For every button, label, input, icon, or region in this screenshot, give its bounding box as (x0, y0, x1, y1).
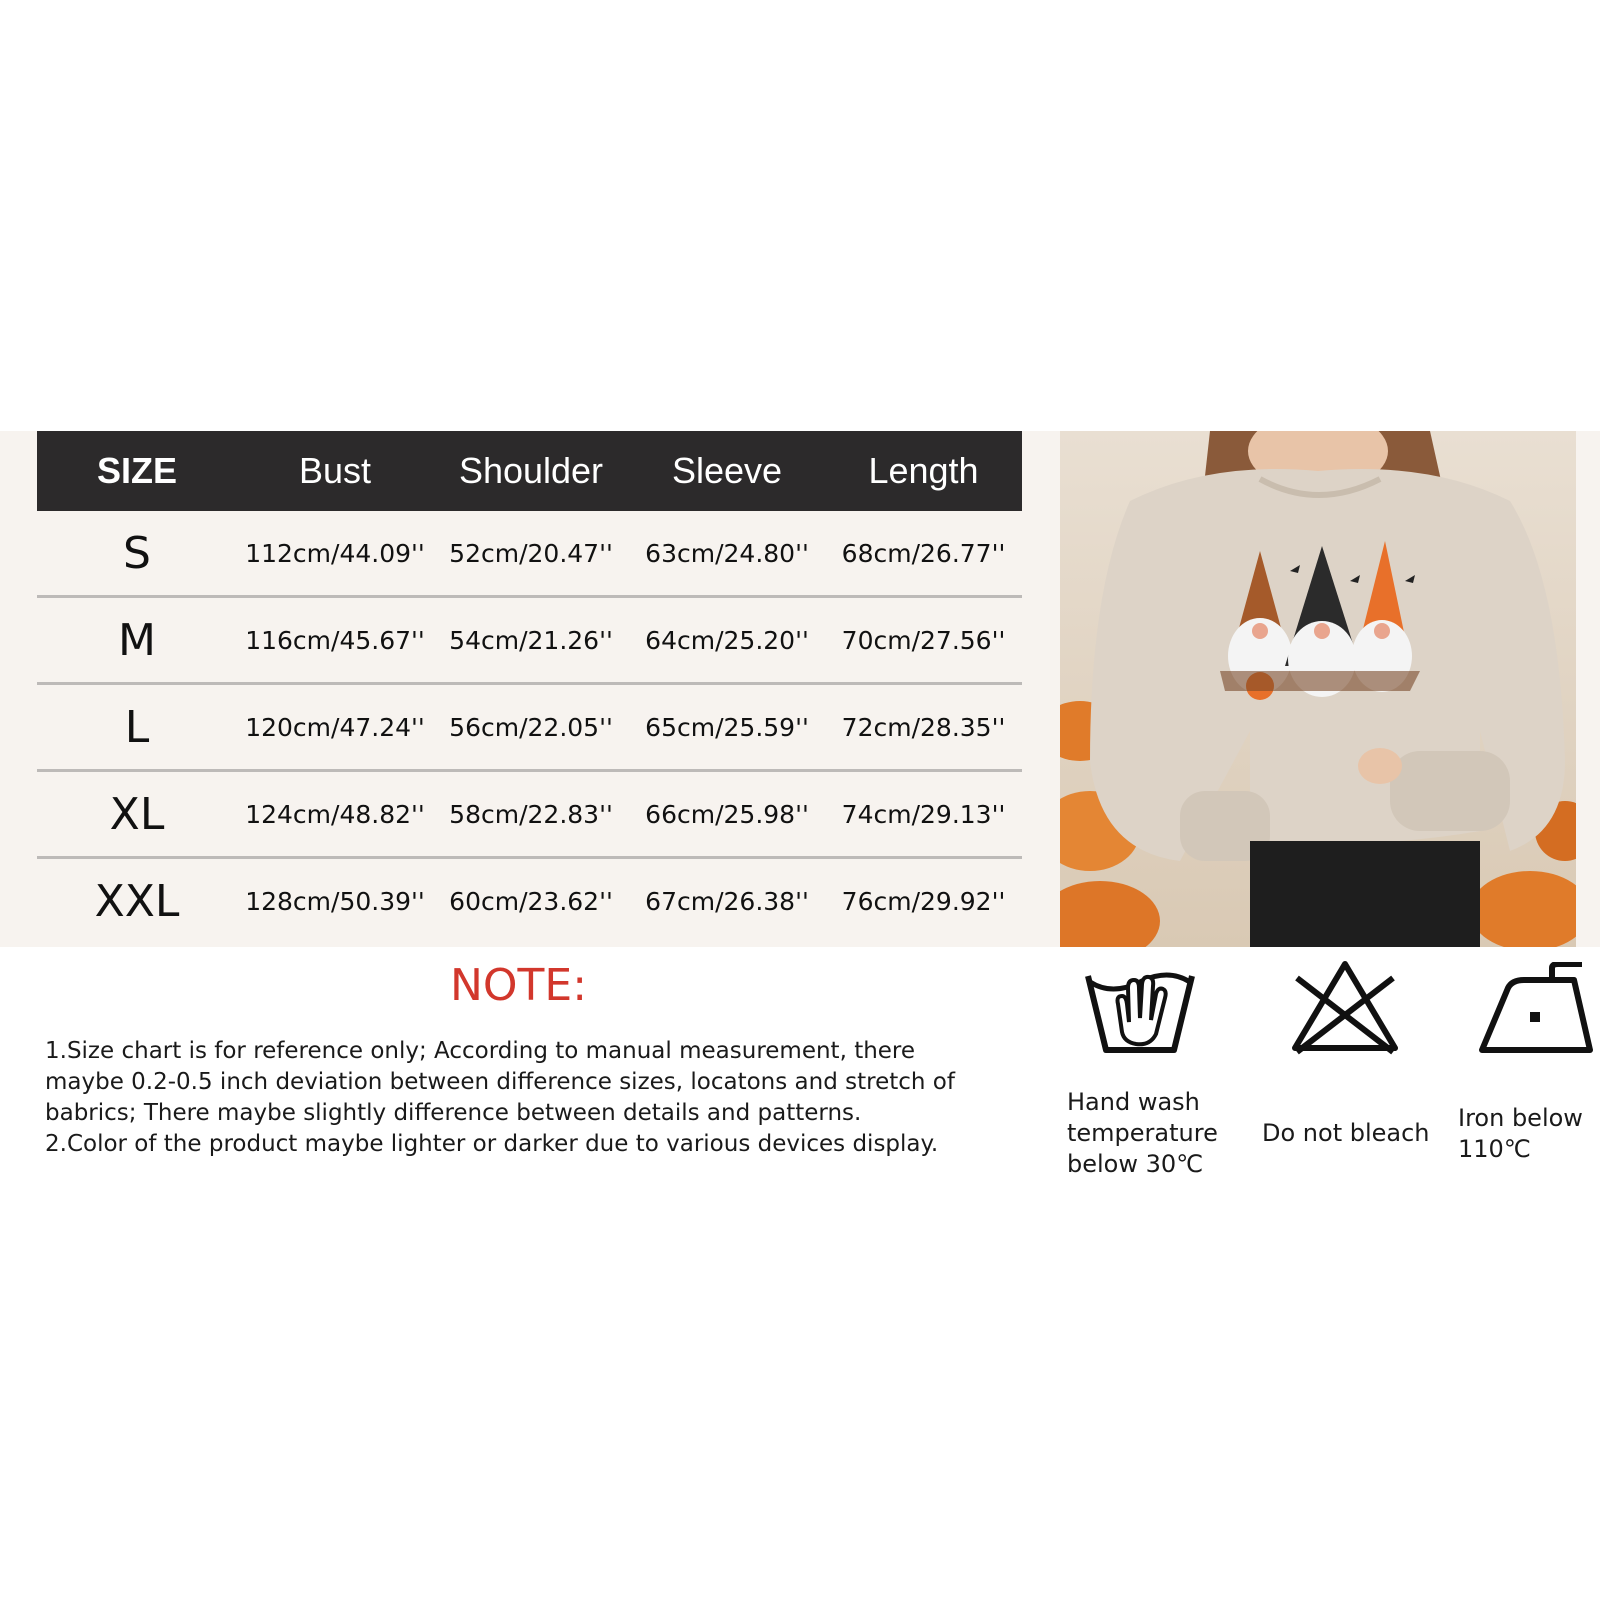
shoulder-value: 52cm/20.47'' (449, 538, 613, 568)
iron-icon (1478, 962, 1598, 1062)
sleeve-value: 67cm/26.38'' (645, 886, 809, 916)
table-row (37, 598, 1022, 685)
size-label: XXL (94, 875, 180, 927)
header-bust: Bust (298, 450, 372, 491)
table-row (37, 859, 1022, 943)
table-row (37, 772, 1022, 859)
note-title: NOTE: (450, 960, 588, 1011)
shoulder-value: 60cm/23.62'' (449, 886, 613, 916)
header-length: Length (868, 450, 979, 491)
note-line: 2.Color of the product maybe lighter or darker due to various devices display. (45, 1131, 939, 1157)
sleeve-value: 64cm/25.20'' (645, 625, 809, 655)
note-line: 1.Size chart is for reference only; According to manual measurement, there (45, 1038, 916, 1064)
bust-value: 112cm/44.09'' (245, 538, 425, 568)
header-sleeve: Sleeve (671, 450, 783, 491)
sleeve-value: 63cm/24.80'' (645, 538, 809, 568)
length-value: 68cm/26.77'' (841, 538, 1006, 568)
sleeve-value: 65cm/25.59'' (645, 712, 809, 742)
length-value: 76cm/29.92'' (841, 886, 1006, 916)
bust-value: 128cm/50.39'' (245, 886, 425, 916)
note-line: maybe 0.2-0.5 inch deviation between difference sizes, locatons and stretch of (45, 1069, 955, 1095)
hand-wash-icon (1082, 960, 1198, 1064)
shoulder-value: 56cm/22.05'' (449, 712, 613, 742)
bust-value: 120cm/47.24'' (245, 712, 425, 742)
table-row (37, 685, 1022, 772)
sleeve-value: 66cm/25.98'' (645, 799, 809, 829)
shoulder-value: 54cm/21.26'' (449, 625, 613, 655)
do-not-bleach-icon (1287, 958, 1403, 1062)
header-size: SIZE (96, 450, 177, 491)
header-shoulder: Shoulder (458, 450, 604, 491)
iron-label: Iron below 110℃ (1458, 1104, 1583, 1163)
product-photo (1060, 431, 1576, 947)
bust-value: 116cm/45.67'' (245, 625, 425, 655)
length-value: 70cm/27.56'' (841, 625, 1006, 655)
hand-wash-label: Hand wash temperature below 30℃ (1067, 1088, 1218, 1178)
size-label: L (124, 701, 150, 753)
length-value: 74cm/29.13'' (841, 799, 1006, 829)
sweatshirt-illustration (1060, 431, 1576, 947)
size-label: S (123, 527, 151, 579)
note-text (45, 1036, 1035, 1160)
bust-value: 124cm/48.82'' (245, 799, 425, 829)
shoulder-value: 58cm/22.83'' (449, 799, 613, 829)
length-value: 72cm/28.35'' (841, 712, 1006, 742)
table-row (37, 511, 1022, 598)
size-chart-table (37, 431, 1022, 943)
size-label: XL (109, 788, 165, 840)
table-header (37, 431, 1022, 511)
do-not-bleach-label: Do not bleach (1262, 1119, 1430, 1147)
note-line: babrics; There maybe slightly difference between details and patterns. (45, 1100, 862, 1126)
size-label: M (118, 614, 156, 666)
